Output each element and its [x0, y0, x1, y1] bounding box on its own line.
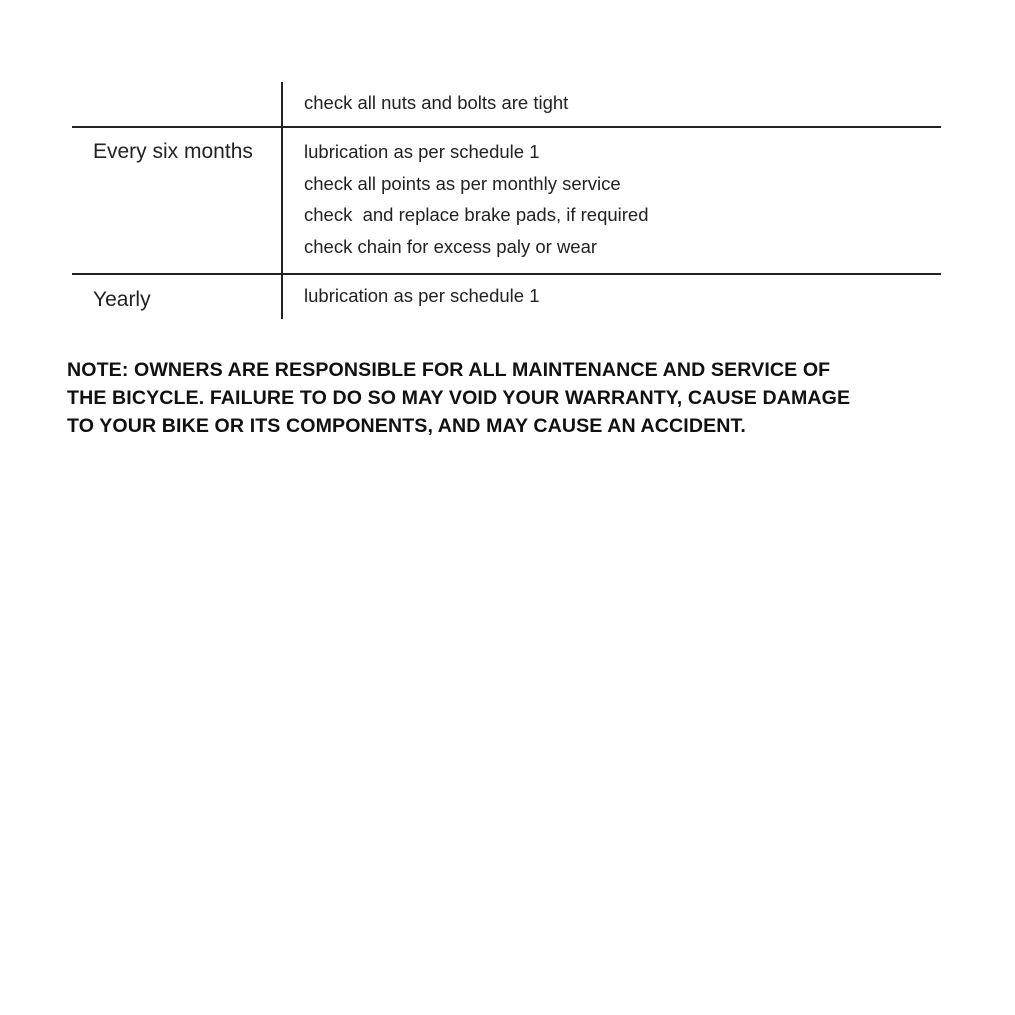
- schedule-task: check all nuts and bolts are tight: [304, 92, 569, 113]
- note-line: NOTE: OWNERS ARE RESPONSIBLE FOR ALL MAINTENANCE AND SERVICE OF: [67, 359, 831, 381]
- schedule-task: check chain for excess paly or wear: [304, 235, 598, 257]
- schedule-task: lubrication as per schedule 1: [304, 141, 540, 162]
- schedule-task-list: [283, 275, 540, 319]
- schedule-row: [72, 82, 941, 126]
- schedule-task-list: [283, 128, 649, 273]
- schedule-period: Yearly: [72, 275, 283, 319]
- note-line: TO YOUR BIKE OR ITS COMPONENTS, AND MAY CAUSE AN ACCIDENT.: [67, 415, 746, 437]
- schedule-task: lubrication as per schedule 1: [304, 285, 540, 306]
- schedule-period: Every six months: [72, 128, 283, 273]
- schedule-task: check and replace brake pads, if required: [304, 204, 649, 225]
- maintenance-schedule-table: [72, 82, 941, 319]
- schedule-task-list: [283, 82, 568, 126]
- schedule-row: [72, 126, 941, 273]
- schedule-period: [72, 82, 283, 126]
- schedule-task: check all points as per monthly service: [304, 172, 621, 194]
- owner-responsibility-note: [67, 356, 947, 440]
- schedule-row: [72, 273, 941, 319]
- note-line: THE BICYCLE. FAILURE TO DO SO MAY VOID YOUR WARRANTY, CAUSE DAMAGE: [67, 387, 851, 409]
